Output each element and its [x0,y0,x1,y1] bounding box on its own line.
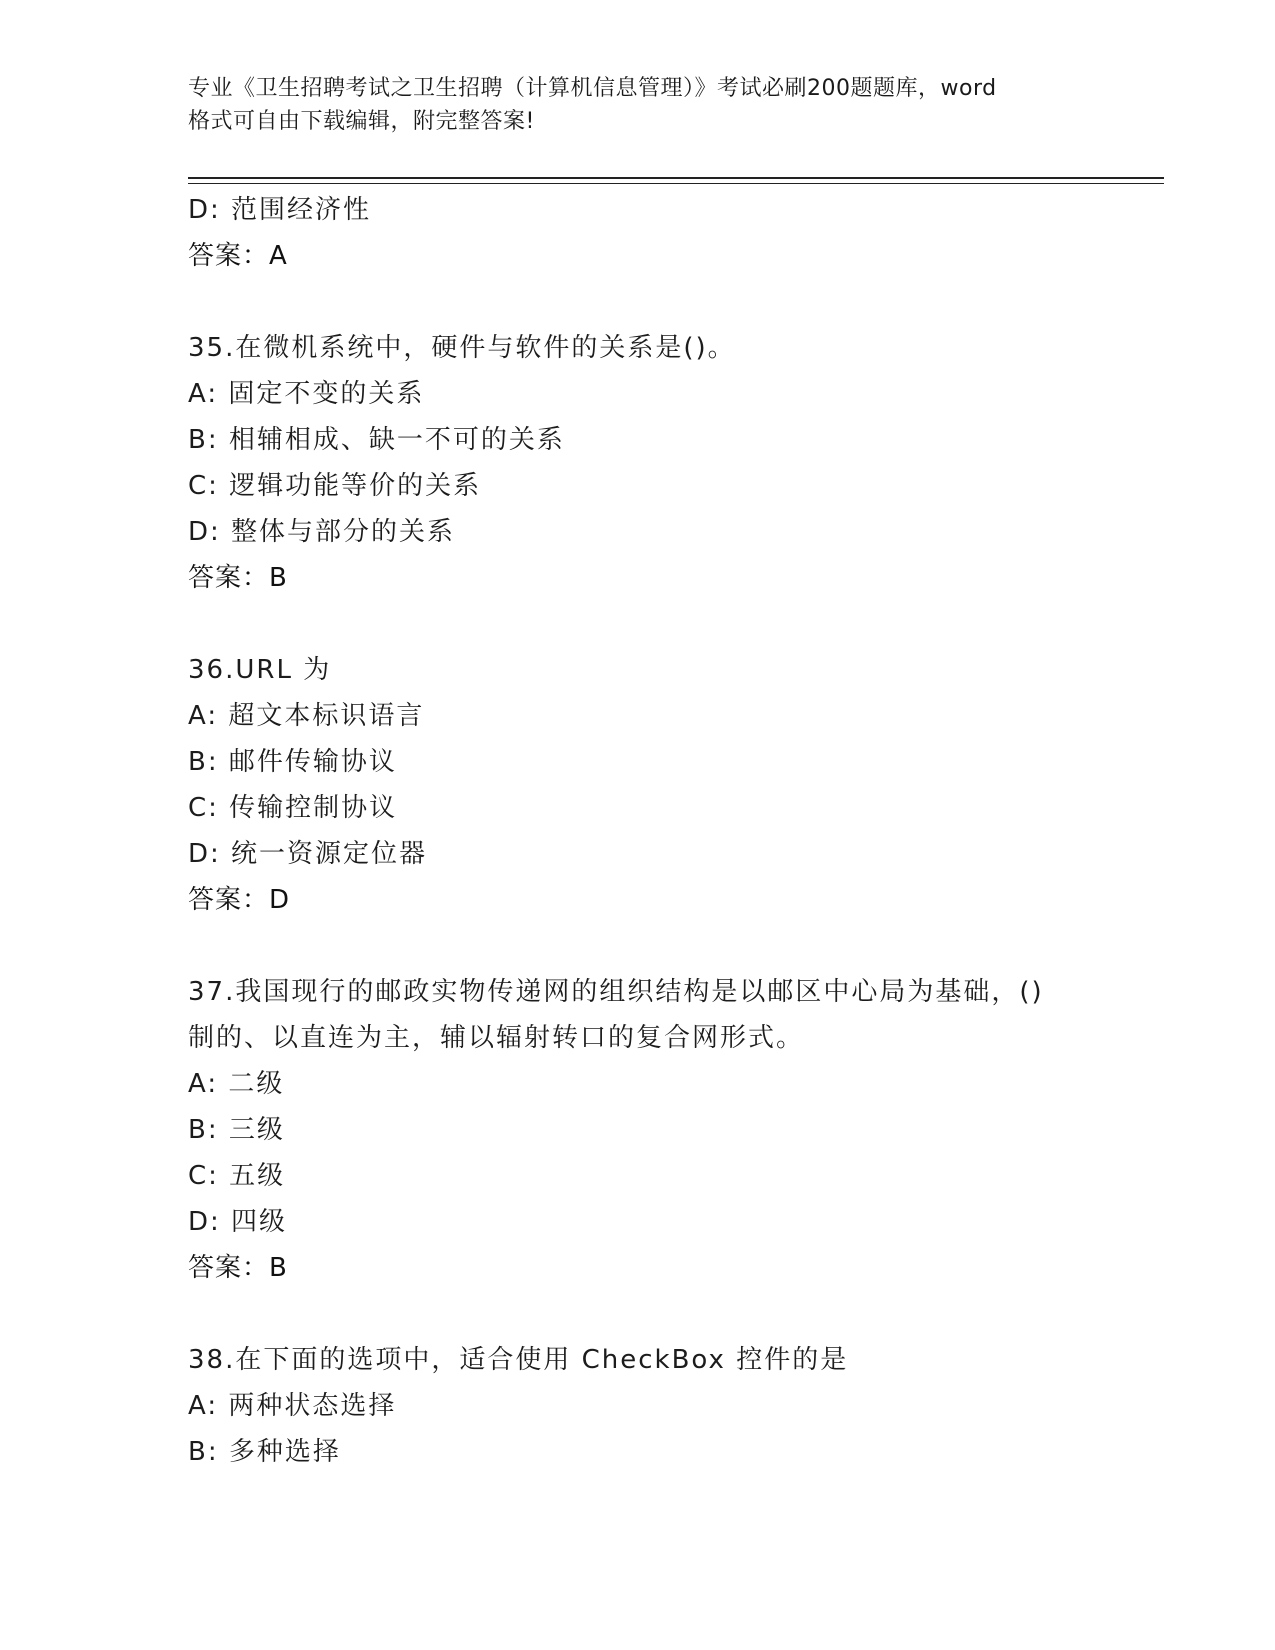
question-stem-continued: 制的、以直连为主，辅以辐射转口的复合网形式。 [188,1023,805,1053]
option-a: A: 二级 [188,1069,285,1099]
document-header [188,72,1088,138]
question-list [188,187,1148,1475]
question-stem: 38.在下面的选项中，适合使用 CheckBox 控件的是 [188,1345,849,1375]
answer-line: 答案：D [188,885,291,915]
option-d: D: 统一资源定位器 [188,839,428,869]
option-a: A: 固定不变的关系 [188,379,425,409]
option-d: D: 整体与部分的关系 [188,517,456,547]
option-b: B: 相辅相成、缺一不可的关系 [188,425,565,455]
question-stem: 35.在微机系统中，硬件与软件的关系是()。 [188,333,736,363]
option-d: D: 四级 [188,1207,288,1237]
question-block-35 [188,325,1148,601]
question-block-37 [188,969,1148,1291]
answer-line: 答案：A [188,241,288,271]
question-block-38 [188,1337,1148,1475]
option-a: A: 两种状态选择 [188,1391,397,1421]
question-block-34-partial [188,187,1148,279]
header-line-1: 专业《卫生招聘考试之卫生招聘（计算机信息管理）》考试必刷200题题库，word [188,76,997,101]
header-line-2: 格式可自由下载编辑，附完整答案! [188,109,535,134]
header-rule-thin [188,183,1164,184]
option-d: D: 范围经济性 [188,195,372,225]
option-a: A: 超文本标识语言 [188,701,425,731]
option-b: B: 三级 [188,1115,285,1145]
question-stem: 37.我国现行的邮政实物传递网的组织结构是以邮区中心局为基础，() [188,977,1044,1007]
option-c: C: 逻辑功能等价的关系 [188,471,482,501]
answer-line: 答案：B [188,1253,288,1283]
question-block-36 [188,647,1148,923]
question-stem: 36.URL 为 [188,655,332,685]
header-rule-thick [188,177,1164,179]
option-b: B: 邮件传输协议 [188,747,397,777]
option-c: C: 传输控制协议 [188,793,398,823]
option-c: C: 五级 [188,1161,286,1191]
option-b: B: 多种选择 [188,1437,341,1467]
answer-line: 答案：B [188,563,288,593]
